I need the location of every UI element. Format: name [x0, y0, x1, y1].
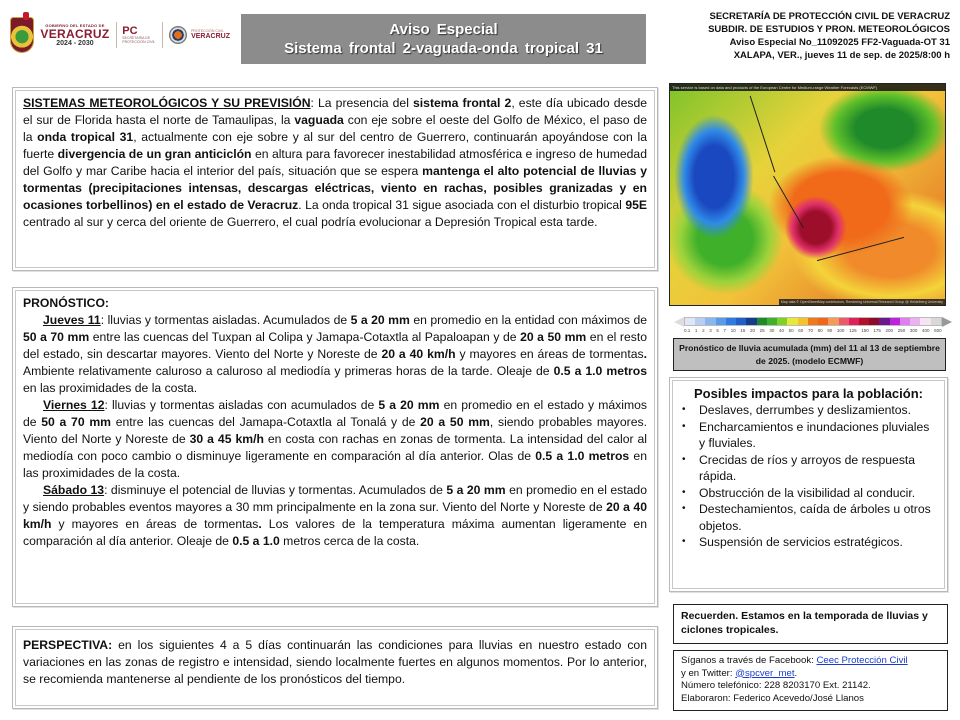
emphasis: divergencia de un gran anticiclón [57, 147, 252, 161]
civil-protection-seal-icon [169, 26, 187, 44]
text: : lluvias y tormentas aisladas con acumulados de [104, 398, 379, 412]
legend-tick: 3 [709, 328, 712, 333]
legend-tick: 30 [769, 328, 775, 333]
pcver-name: VERACRUZ [191, 33, 230, 41]
text: en altura para favorecer inestabilidad atmosférica e ingreso de humedad del Golfo y mar Caribe hacia el interior del país, situación que se espera [23, 147, 647, 178]
legend-tick: 200 [885, 328, 894, 333]
contact-info [673, 650, 948, 711]
legend-tick: 100 [836, 328, 845, 333]
legend-swatch [705, 318, 715, 325]
legend-tick: 300 [909, 328, 918, 333]
logo-divider [162, 22, 163, 48]
day-label: Viernes 12 [43, 398, 105, 412]
text: con eje sobre el oeste del Golfo de México, el paso de la [23, 113, 647, 144]
emphasis: mantenga el alto potencial de lluvias y tormentas (precipitaciones intensas, descargas eléctricas, viento en rachas, posibles granizadas y en ocasiones torbellinos) en el estado de Veracruz [23, 164, 647, 212]
legend-tick: 5 [716, 328, 719, 333]
gov-years: 2024 - 2030 [56, 39, 94, 47]
text: entre las cuencas del Jamapa-Cotaxtla al Tonalá y de [111, 415, 421, 429]
sistemas-heading: SISTEMAS METEOROLÓGICOS Y SU PREVISIÓN [23, 96, 311, 110]
emphasis: . [643, 347, 647, 361]
legend-swatch [931, 318, 941, 325]
proteccion-civil-veracruz-logo [169, 26, 230, 44]
map-ecmwf-banner: This service is based on data and products of the European Centre for Medium-range Weather Forecasts (ECMWF) [670, 84, 945, 91]
phone-number: Número telefónico: 228 8203170 Ext. 21142. [681, 680, 871, 691]
impactos-content [672, 380, 945, 589]
title-line-2: Sistema frontal 2-vaguada-onda tropical 31 [284, 40, 603, 57]
legend-swatch [849, 318, 859, 325]
legend-ticks [684, 328, 942, 333]
legend-tick: 60 [798, 328, 804, 333]
logo-divider [116, 22, 117, 48]
sistemas-text [15, 90, 655, 268]
legend-swatch [890, 318, 900, 325]
legend-tick: 50 [788, 328, 794, 333]
legend-tick: 1 [694, 328, 698, 333]
legend-swatch [828, 318, 838, 325]
pronostico-heading: PRONÓSTICO: [23, 296, 109, 310]
map-credit: Map data © OpenStreetMap contributors, Rendering Universal Research Group @ Heidelberg University [780, 300, 943, 304]
legend-tick: 150 [861, 328, 869, 333]
legend-tick: 90 [827, 328, 833, 333]
emphasis: 5 a 20 mm [446, 483, 506, 497]
legend-swatch [695, 318, 705, 325]
pronostico-section [12, 287, 658, 607]
impact-item: • Encharcamientos e inundaciones pluviales y fluviales. [679, 419, 938, 452]
legend-tick: 400 [922, 328, 930, 333]
legend-swatch [757, 318, 767, 325]
text: en las proximidades de la costa. [23, 449, 647, 480]
impactos-title: Posibles impactos para la población: [693, 386, 923, 401]
gov-small-text: GOBIERNO DEL ESTADO DE [45, 22, 105, 28]
emphasis: 20 a 50 mm [520, 330, 587, 344]
legend-swatch [808, 318, 818, 325]
emphasis: 20 a 50 mm [420, 415, 490, 429]
header-logos [10, 10, 230, 60]
text: en el resto del estado, sin descartar mayores. Viento del Norte y Noreste de [23, 330, 648, 361]
legend-swatch [910, 318, 920, 325]
forecast-jueves [23, 312, 647, 397]
text: entre las cuencas del Tuxpan al Colipa y Jamapa-Cotaxtla al Papaloapan y de [89, 330, 521, 344]
bulletin-number: Aviso Especial No_11092025 FF2-Vaguada-OT 31 [729, 37, 950, 48]
legend-tick: 25 [759, 328, 765, 333]
emphasis: . [258, 517, 262, 531]
facebook-link[interactable]: Ceec Protección Civil [816, 655, 908, 666]
coastline [750, 96, 776, 172]
emphasis: 0.5 a 1.0 [232, 534, 280, 548]
emphasis: onda tropical 31 [37, 130, 134, 144]
emphasis: 50 a 70 mm [23, 330, 90, 344]
text: en promedio en la entidad con máximos de [409, 313, 647, 327]
season-reminder: Recuerden. Estamos en la temporada de lluvias y ciclones tropicales. [673, 604, 948, 644]
text: y en Twitter: [681, 667, 736, 679]
legend-tick: 125 [849, 328, 857, 333]
perspectiva-heading: PERSPECTIVA: [23, 638, 113, 652]
day-label: Sábado 13 [43, 483, 105, 497]
legend-swatch [859, 318, 869, 325]
text: en promedio en el estado y siendo probables eventos mayores a 30 mm principalmente en la zona sur. Viento del Norte y Noreste de [23, 483, 647, 514]
impact-item: • Suspensión de servicios estratégicos. [679, 534, 938, 551]
emphasis: 20 a 40 km/h [381, 347, 456, 361]
pronostico-text [15, 290, 655, 604]
text: Los valores de la temperatura máxima aumentan ligeramente en comparación al día anterior. Oleaje de [23, 517, 647, 548]
text: y mayores en áreas de tormentas [51, 517, 259, 531]
legend-tick: 15 [740, 328, 746, 333]
impactos-section [669, 377, 948, 592]
legend-tick: 250 [897, 328, 906, 333]
legend-color-bar [684, 317, 942, 326]
impact-item: • Deslaves, derrumbes y deslizamientos. [679, 402, 938, 419]
facebook-line [681, 655, 940, 668]
text: en los siguientes 4 a 5 días continuarán las condiciones para lluvias en nuestro estado con variaciones en las zonas de registro e intensidad, siendo localmente fuertes en algunos momentos. Por lo anterior, se recomienda mantenerse al pendiente de los pronósticos del tiempo. [23, 638, 647, 686]
impact-item: • Destechamientos, caída de árboles u otros objetos. [679, 501, 938, 534]
legend-tick: 0.1 [684, 328, 691, 333]
legend-swatch [726, 318, 736, 325]
legend-tick: 20 [750, 328, 756, 333]
text: , siendo probables mayores. Viento del Norte y Noreste de [23, 415, 647, 446]
title-line-1: Aviso Especial [389, 21, 498, 38]
legend-swatch [879, 318, 889, 325]
pc-sub: SECRETARÍA DE PROTECCIÓN CIVIL [122, 36, 156, 44]
forecast-sabado [23, 482, 647, 550]
legend-swatch [787, 318, 797, 325]
text: Síganos a través de Facebook: [681, 655, 817, 666]
legend-swatch [736, 318, 746, 325]
legend-swatch [746, 318, 756, 325]
text: en promedio en el estado y máximos de [23, 398, 647, 429]
issuer-line: SUBDIR. DE ESTUDIOS Y PRON. METEOROLÓGICOS [708, 24, 950, 35]
legend-swatch [818, 318, 828, 325]
pc-label: PC [122, 25, 138, 37]
legend-swatch [777, 318, 787, 325]
emphasis: vaguada [294, 113, 344, 127]
emphasis: 30 a 45 km/h [189, 432, 264, 446]
coastline [817, 237, 904, 261]
issue-date: XALAPA, VER., jueves 11 de sep. de 2025/8:00 h [733, 50, 950, 61]
emphasis: 50 a 70 mm [41, 415, 111, 429]
twitter-line [681, 668, 940, 681]
title-banner [241, 14, 646, 64]
legend-swatch [767, 318, 777, 325]
impact-item: • Obstrucción de la visibilidad al conducir. [679, 485, 938, 502]
twitter-link[interactable]: @spcver_met [735, 667, 795, 679]
text: metros cerca de la costa. [279, 534, 420, 548]
day-label: Jueves 11 [43, 313, 101, 327]
gov-name: VERACRUZ [40, 26, 110, 41]
coastline [773, 176, 804, 228]
forecast-viernes [23, 397, 647, 482]
text: : disminuye el potencial de lluvias y tormentas. Acumulados de [104, 483, 447, 497]
text: , actualmente con eje sobre y al sur del centro de Guerrero, continuarán apoyándose con la fuerte [23, 130, 647, 161]
emphasis: sistema frontal 2 [413, 96, 512, 110]
perspectiva-text [15, 629, 655, 706]
impact-item: • Crecidas de ríos y arroyos de respuesta rápida. [679, 452, 938, 485]
emphasis: 0.5 a 1.0 metros [553, 364, 647, 378]
legend-swatch [869, 318, 879, 325]
header-issuer-info [708, 10, 950, 62]
text: . [794, 667, 798, 679]
pcver-top: PROTECCIÓN CIVIL [191, 28, 225, 33]
text: . La onda tropical 31 sigue asociada con el disturbio tropical [298, 198, 626, 212]
emphasis: 95E [625, 198, 647, 212]
impactos-list [679, 402, 938, 551]
text: Ambiente relativamente caluroso a caluroso al mediodía y primeras horas de la tarde. Oleaje de [23, 364, 554, 378]
text: , este día ubicado desde el sur de Florida hasta el norte de Tamaulipas, la [23, 96, 647, 127]
emphasis: 5 a 20 mm [378, 398, 440, 412]
legend-swatch [900, 318, 910, 325]
veracruz-coat-of-arms-icon [10, 17, 34, 53]
gobierno-veracruz-logo [40, 24, 109, 47]
legend-swatch [798, 318, 808, 325]
sistemas-section [12, 87, 658, 271]
legend-arrow-left-icon [674, 317, 684, 327]
legend-tick: 175 [873, 328, 881, 333]
legend-swatch [920, 318, 930, 325]
legend-tick: 70 [807, 328, 813, 333]
rainfall-forecast-map [669, 83, 946, 306]
text: : lluvias y tormentas aisladas. Acumulados de [100, 313, 351, 327]
emphasis: 0.5 a 1.0 metros [535, 449, 630, 463]
issuer-line: SECRETARÍA DE PROTECCIÓN CIVIL DE VERACRUZ [709, 11, 950, 22]
legend-tick: 500 [934, 328, 942, 333]
legend-swatch [685, 318, 695, 325]
legend-tick: 40 [778, 328, 784, 333]
emphasis: 20 a 40 km/h [23, 500, 647, 531]
pc-logo [122, 26, 156, 44]
perspectiva-section [12, 626, 658, 709]
legend-swatch [716, 318, 726, 325]
text: en las proximidades de la costa. [23, 381, 198, 395]
rainfall-legend [684, 317, 942, 333]
legend-tick: 80 [817, 328, 823, 333]
text: en costa con rachas en zonas de tormenta. La intensidad del calor al mediodía con poco cambio o disminuye ligeramente en comparación al día anterior. Olas de [23, 432, 648, 463]
legend-swatch [839, 318, 849, 325]
text: centrado al sur y cerca del oriente de Guerrero, el cual podría evolucionar a Depresión Tropical esta tarde. [23, 215, 598, 229]
legend-tick: 7 [723, 328, 727, 333]
legend-arrow-right-icon [942, 317, 952, 327]
text: y mayores en áreas de tormentas [455, 347, 644, 361]
authors: Elaboraron: Federico Acevedo/José Llanos [681, 692, 864, 704]
emphasis: 5 a 20 mm [350, 313, 410, 327]
legend-tick: 2 [702, 328, 705, 333]
map-caption: Pronóstico de lluvia acumulada (mm) del 11 al 13 de septiembre de 2025. (modelo ECMWF) [673, 338, 946, 371]
legend-tick: 10 [730, 328, 736, 333]
text: : La presencia del [310, 96, 414, 110]
